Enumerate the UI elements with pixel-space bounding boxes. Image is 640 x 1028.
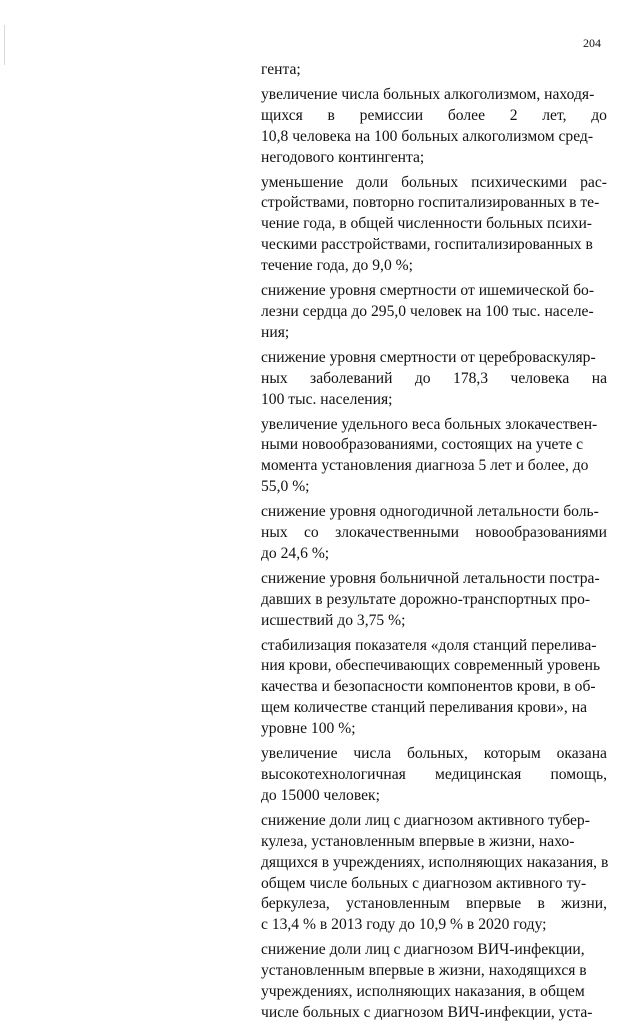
text-line: ния; (261, 323, 290, 341)
text-line: момента установления диагноза 5 лет и более, до (261, 457, 589, 475)
word: уменьшение (261, 173, 344, 191)
word: беркулеза, (261, 895, 330, 913)
word: человека (510, 369, 570, 387)
document-body (261, 60, 607, 1028)
word: высокотехнологичная (261, 766, 406, 783)
word: злокачественными (335, 524, 459, 542)
word: числа (353, 745, 392, 763)
text-line (261, 173, 607, 194)
text-line (261, 744, 607, 765)
text-line: ческими расстройствами, госпитализированных в (261, 236, 593, 254)
text-line: общем числе больных с диагнозом активного ту- (261, 874, 587, 892)
text-line: качества и безопасности компонентов крови, в об- (261, 678, 596, 696)
word: жизни, (561, 895, 607, 913)
text-line (261, 765, 607, 786)
text-line: дящихся в учреждениях, исполняющих наказания, в (261, 853, 609, 871)
text-line: исшествий до 3,75 %; (261, 611, 406, 629)
text-line: ния крови, обеспечивающих современный уровень (261, 657, 601, 675)
word: лет, (542, 106, 567, 124)
text-line: увеличение удельного веса больных злокачествен- (261, 415, 598, 433)
text-line: 10,8 человека на 100 больных алкоголизмом сред- (261, 127, 594, 145)
word: увеличение (261, 745, 338, 763)
paragraph (261, 569, 607, 632)
text-line: 55,0 %; (261, 478, 310, 496)
word: ных (261, 369, 288, 387)
text-line: стабилизация показателя «доля станций перелива- (261, 636, 597, 654)
text-line: снижение доли лиц с диагнозом ВИЧ-инфекции, (261, 941, 585, 959)
text-line: установленным впервые в жизни, находящихся в (261, 962, 587, 980)
word: заболеваний (310, 369, 393, 387)
text-line: увеличение числа больных алкоголизмом, находя- (261, 85, 595, 103)
paragraph (261, 348, 607, 411)
paragraph (261, 85, 607, 169)
text-line: уровне 100 %; (261, 720, 356, 738)
paragraph (261, 940, 607, 1024)
text-line: ными новообразованиями, состоящих на учете с (261, 436, 584, 454)
text-line: 100 тыс. населения; (261, 390, 393, 408)
text-line: лезни сердца до 295,0 человек на 100 тыс. населе- (261, 302, 594, 320)
text-line: до 24,6 %; (261, 544, 330, 562)
text-line: снижение уровня смертности от ишемической бо- (261, 282, 595, 300)
word: ных (261, 524, 288, 542)
word: ремиссии (359, 106, 424, 124)
word: впервые (466, 895, 522, 913)
text-line: снижение уровня одногодичной летальности боль- (261, 503, 599, 521)
paragraph (261, 636, 607, 741)
word: новообразованиями (475, 524, 607, 542)
word: больных (401, 173, 459, 191)
word: психическими (471, 173, 568, 191)
word: рас- (580, 173, 607, 191)
word: до (591, 106, 607, 124)
paragraph (261, 744, 607, 807)
word: на (591, 369, 607, 387)
paragraph (261, 173, 607, 278)
word: более (447, 106, 485, 124)
text-line: кулеза, установленным впервые в жизни, нахо- (261, 832, 575, 850)
word: 178,3 (453, 369, 489, 387)
paragraph (261, 415, 607, 499)
text-line: стройствами, повторно госпитализированных в те- (261, 194, 600, 212)
word: в (537, 895, 545, 913)
paragraph (261, 502, 607, 565)
word: щихся (261, 106, 303, 124)
word: которым (483, 745, 541, 763)
word: помощь, (550, 766, 607, 783)
text-line: снижение уровня смертности от цереброваскуляр- (261, 348, 596, 366)
word: до (414, 369, 431, 387)
text-line: числе больных с диагнозом ВИЧ-инфекции, уста- (261, 1003, 593, 1021)
word: со (304, 524, 319, 542)
text-line (261, 106, 607, 127)
text-line: течение года, до 9,0 %; (261, 257, 413, 275)
scan-edge-mark (4, 25, 5, 65)
text-line: чение года, в общей численности больных психи- (261, 215, 592, 233)
text-line (261, 369, 607, 390)
text-line: снижение доли лиц с диагнозом активного тубер- (261, 811, 590, 829)
word: доли (356, 173, 389, 191)
text-line: щем количестве станций переливания крови», на (261, 699, 587, 717)
text-line: учреждениях, исполняющих наказания, в общем (261, 983, 585, 1001)
word: установленным (346, 895, 450, 913)
word: 2 (509, 106, 518, 124)
text-line: негодового контингента; (261, 148, 425, 166)
word: в (327, 106, 335, 124)
page-number: 204 (583, 36, 601, 50)
text-line: давших в результате дорожно-транспортных про- (261, 590, 591, 608)
word: медицинская (435, 766, 522, 783)
text-line (261, 523, 607, 544)
text-line: гента; (261, 61, 301, 78)
text-line: снижение уровня больничной летальности постра- (261, 569, 600, 587)
paragraph (261, 60, 607, 81)
word: больных, (407, 745, 468, 763)
word: оказана (556, 745, 607, 763)
text-line: до 15000 человек; (261, 786, 380, 804)
paragraph (261, 281, 607, 344)
text-line: с 13,4 % в 2013 году до 10,9 % в 2020 году; (261, 916, 547, 934)
paragraph (261, 811, 607, 936)
